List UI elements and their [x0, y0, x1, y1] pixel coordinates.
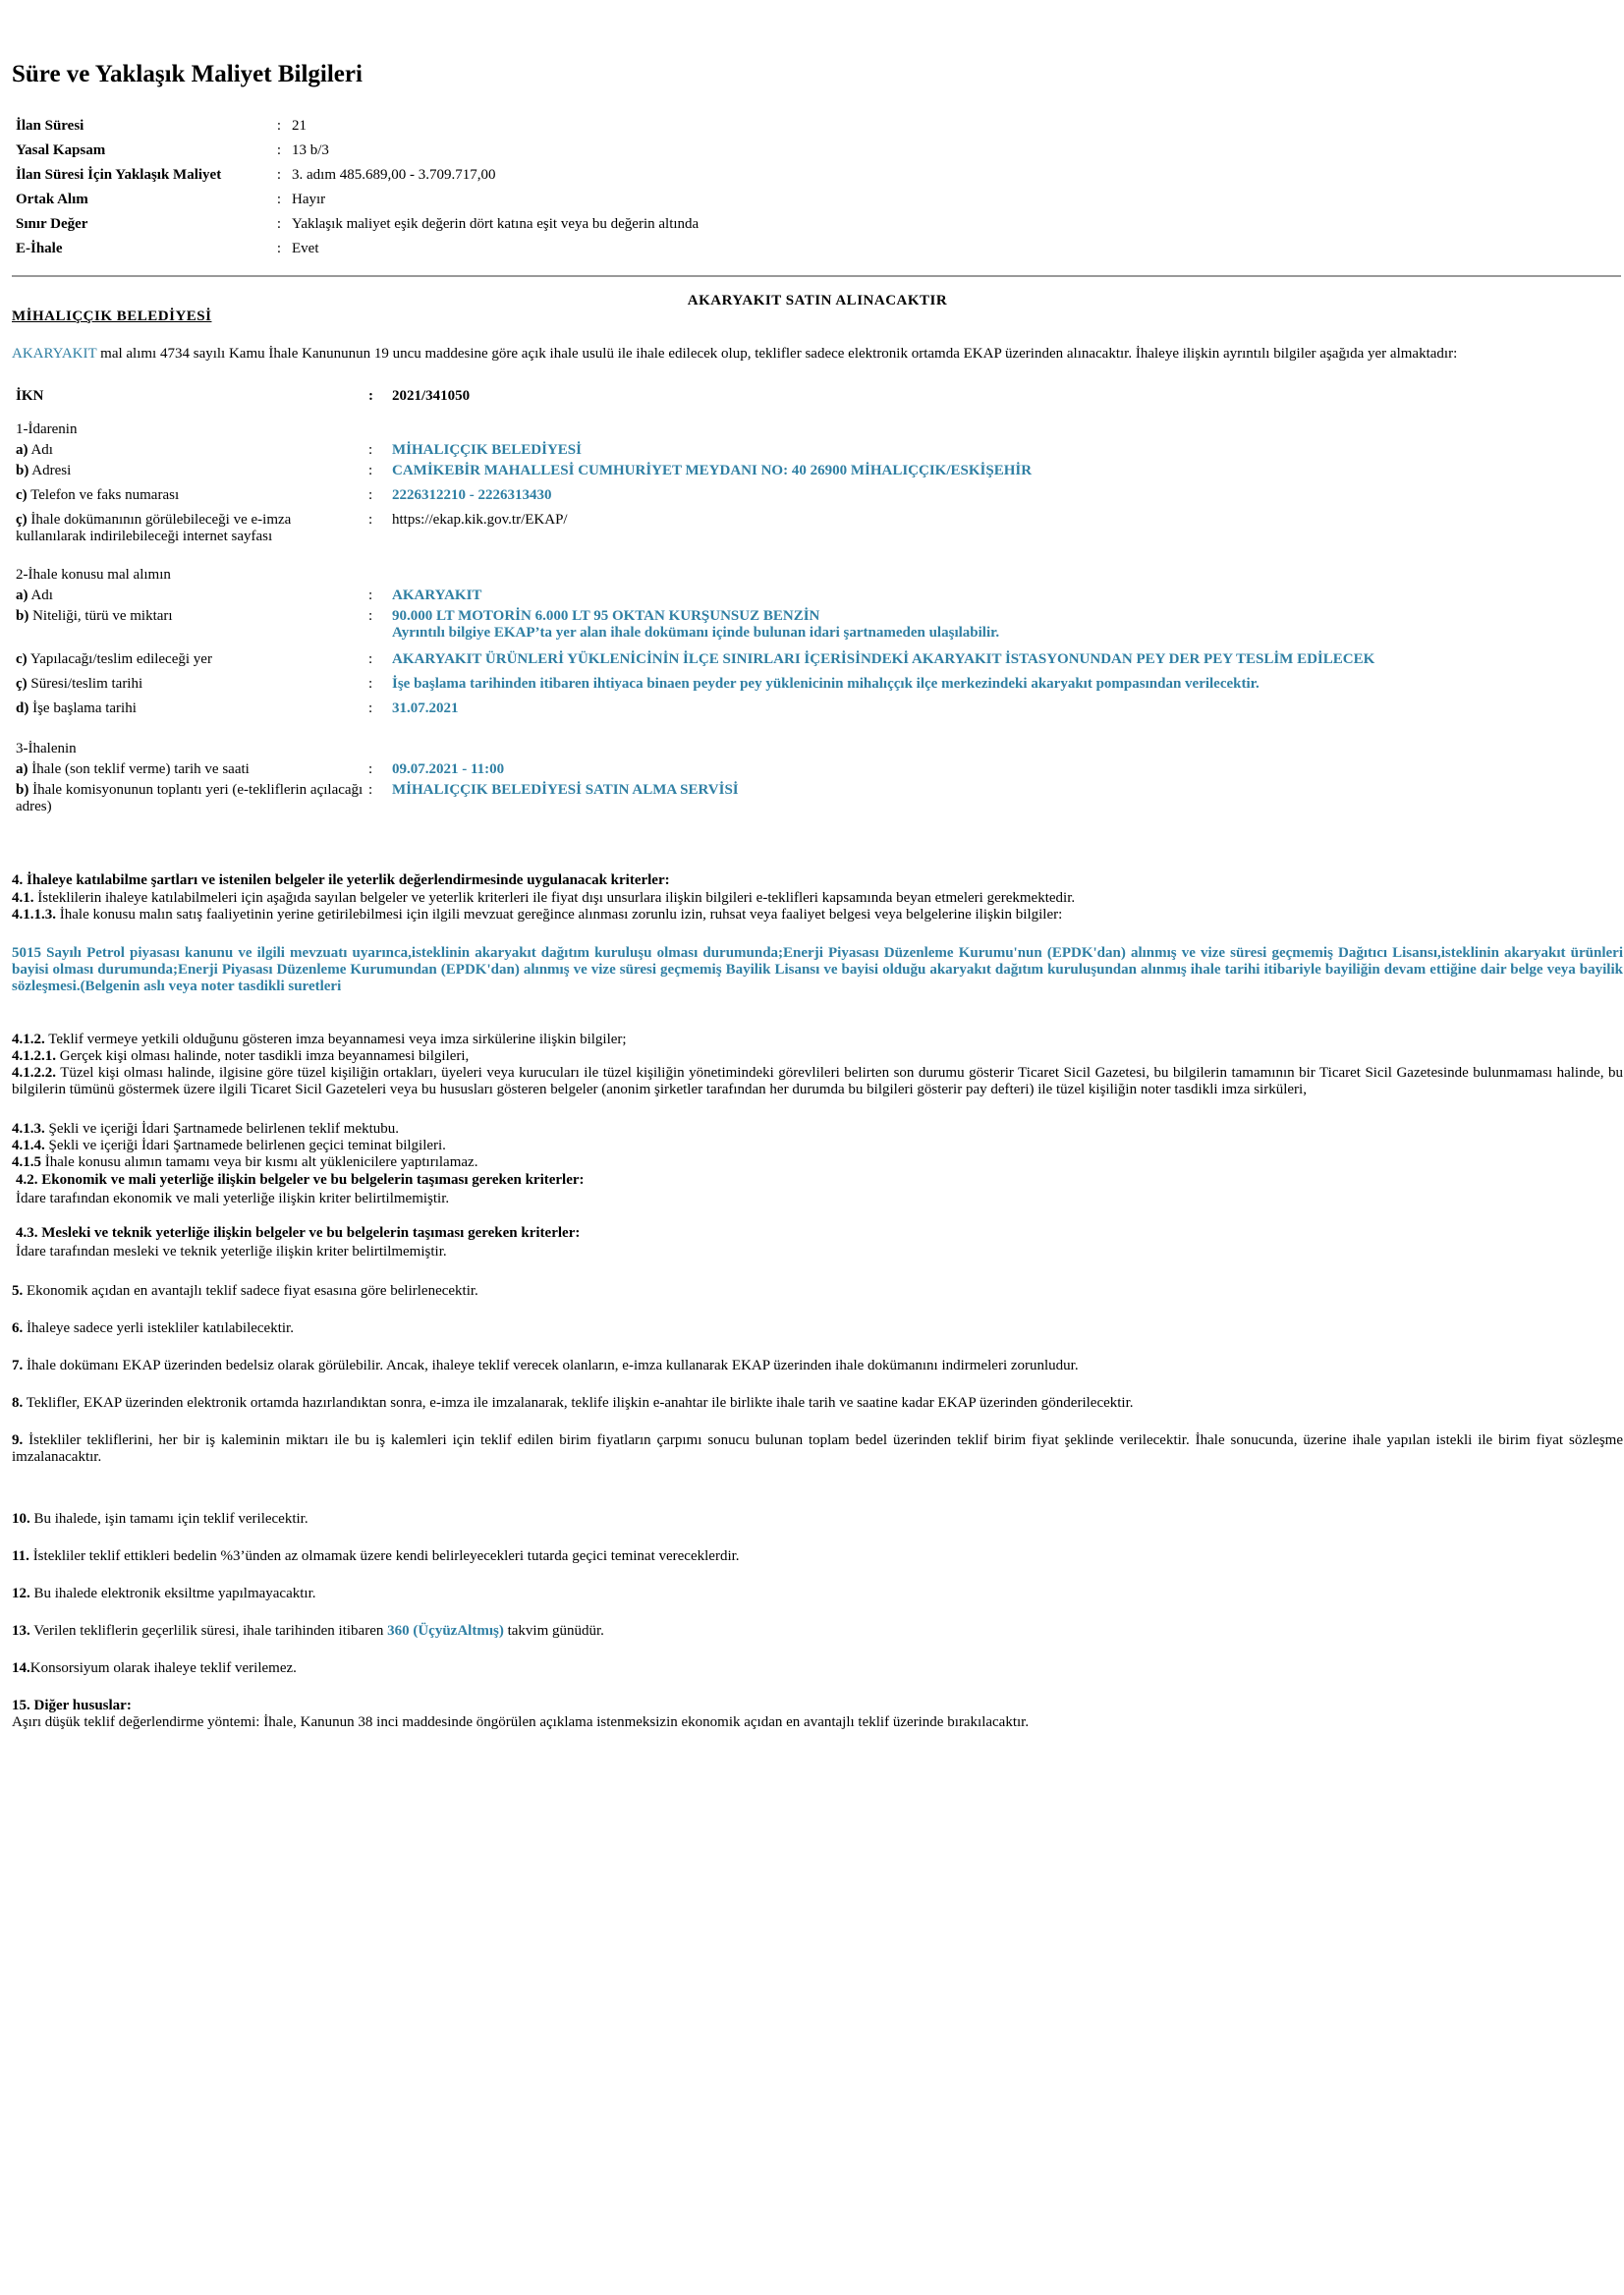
row-value: 2226312210 - 2226313430 [392, 487, 552, 503]
separator: : [276, 118, 282, 134]
page-title: Süre ve Yaklaşık Maliyet Bilgileri [12, 61, 363, 87]
summary-value: Yaklaşık maliyet eşik değerin dört katına eşit veya bu değerin altında [292, 216, 700, 232]
summary-value: 21 [292, 118, 307, 134]
clause-15-text: Aşırı düşük teklif değerlendirme yöntemi: İhale, Kanunun 38 inci maddesinde öngörülen açıklama istenmeksizin ekonomik açıdan en avantajlı teklif üzerinde bırakılacaktır. [12, 1714, 1030, 1730]
row-label: b) Adresi [16, 463, 72, 478]
row-value: MİHALIÇÇIK BELEDİYESİ SATIN ALMA SERVİSİ [392, 782, 739, 798]
summary-key: Sınır Değer [16, 216, 88, 232]
summary-key: Ortak Alım [16, 192, 88, 207]
organization-name: MİHALIÇÇIK BELEDİYESİ [12, 308, 212, 324]
separator: : [276, 241, 282, 256]
table-row [12, 188, 702, 212]
summary-table [12, 114, 702, 261]
section-title: 2-İhale konusu mal alımın [16, 567, 171, 583]
clause-7: 7. İhale dokümanı EKAP üzerinden bedelsiz olarak görülebilir. Ancak, ihaleye teklif verecek olanların, e-imza kullanarak EKAP üzerinden ihale dokümanını indirmeleri zorunludur. [12, 1358, 1079, 1373]
summary-key: E-İhale [16, 241, 63, 256]
table-row [12, 487, 1620, 512]
row-value: İşe başlama tarihinden itibaren ihtiyaca binaen peyder pey yüklenicinin mihalıççık ilçe merkezindeki akaryakıt pompasından verilecektir. [392, 676, 1260, 692]
clause-4-2-text: İdare tarafından ekonomik ve mali yeterliğe ilişkin kriter belirtilmemiştir. [16, 1191, 450, 1206]
separator: : [276, 167, 282, 183]
row-value: 09.07.2021 - 11:00 [392, 761, 505, 777]
table-row [12, 237, 702, 261]
row-label: a) Adı [16, 588, 53, 603]
document-title: AKARYAKIT SATIN ALINACAKTIR [687, 293, 948, 308]
license-requirements: 5015 Sayılı Petrol piyasası kanunu ve ilgili mevzuatı uyarınca,isteklinin akaryakıt dağıtım kuruluşu olması durumunda;Enerji Piyasası Düzenleme Kurumu'nun (EPDK'dan) alınmış ve vize süresi geçmemiş Dağıtıcı Lisansı,isteklinin akaryakıt ürünleri bayisi olması durumunda;Enerji Piyasası Düzenleme Kurumundan (EPDK'dan) alınmış ve vize süresi geçmemiş Bayilik Lisansı ve bayisi olduğu akaryakıt dağıtım kuruluşundan alınmış ihale tarihi itibariyle bayiliğin devam ettiğine dair belge veya bayilik sözleşmesi.(Belgenin aslı veya noter tasdikli suretleri [12, 945, 1623, 994]
row-value: AKARYAKIT ÜRÜNLERİ YÜKLENİCİNİN İLÇE SINIRLARI İÇERİSİNDEKİ AKARYAKIT İSTASYONUNDAN PEY DER PEY TESLİM EDİLECEK [392, 651, 1375, 667]
row-label: a) Adı [16, 442, 53, 458]
table-row [12, 139, 702, 163]
clause-11: 11. İstekliler teklif ettikleri bedelin %3’ünden az olmamak üzere kendi belirleyecekleri tutarda geçici teminat vereceklerdir. [12, 1548, 740, 1564]
intro-text: mal alımı 4734 sayılı Kamu İhale Kanununun 19 uncu maddesine göre açık ihale usulü ile ihale edilecek olup, teklifler sadece elektronik ortamda EKAP üzerinden alınacaktır. İhaleye ilişkin ayrıntılı bilgiler aşağıda yer almaktadır: [96, 346, 1458, 362]
tender-subject: AKARYAKIT [12, 346, 97, 362]
clause-4-1-4: 4.1.4. Şekli ve içeriği İdari Şartnamede belirlenen geçici teminat bilgileri. [12, 1138, 446, 1153]
clause-14: 14.Konsorsiyum olarak ihaleye teklif verilemez. [12, 1660, 297, 1676]
ikn-value: 2021/341050 [392, 388, 471, 404]
table-row [12, 676, 1620, 700]
clause-4-2-title: 4.2. Ekonomik ve mali yeterliğe ilişkin belgeler ve bu belgelerin taşıması gereken kriterler: [16, 1172, 585, 1188]
section-row [12, 551, 1620, 584]
summary-key: İlan Süresi [16, 118, 84, 134]
clause-5: 5. Ekonomik açıdan en avantajlı teklif sadece fiyat esasına göre belirlenecektir. [12, 1283, 478, 1299]
ekap-link[interactable]: https://ekap.kik.gov.tr/EKAP/ [392, 512, 568, 528]
row-value: 90.000 LT MOTORİN 6.000 LT 95 OKTAN KURŞUNSUZ BENZİN Ayrıntılı bilgiye EKAP’ta yer alan ihale dokümanı içinde bulunan idari şartnameden ulaşılabilir. [392, 608, 1000, 641]
row-label: c) Yapılacağı/teslim edileceği yer [16, 651, 212, 667]
table-row [12, 388, 1620, 414]
table-row [12, 463, 1620, 487]
divider [12, 275, 1621, 277]
clause-4-1-1-3: 4.1.1.3. İhale konusu malın satış faaliyetinin yerine getirilebilmesi için ilgili mevzuat gereğince alınması zorunlu izin, ruhsat veya faaliyet belgesi veya belgelerine ilişkin bilgiler: [12, 907, 1063, 923]
separator: : [368, 700, 373, 716]
table-row [12, 512, 1620, 551]
table-row [12, 700, 1620, 725]
row-label: a) İhale (son teklif verme) tarih ve saati [16, 761, 250, 777]
table-row [12, 782, 1620, 821]
clause-4-1-2-1: 4.1.2.1. Gerçek kişi olması halinde, noter tasdikli imza beyannamesi bilgileri, [12, 1048, 470, 1064]
separator: : [368, 463, 373, 478]
clause-10: 10. Bu ihalede, işin tamamı için teklif verilecektir. [12, 1511, 308, 1527]
clause-4-1-5: 4.1.5 İhale konusu alımın tamamı veya bir kısmı alt yüklenicilere yaptırılamaz. [12, 1154, 478, 1170]
summary-value: 13 b/3 [292, 142, 329, 158]
validity-period: 360 (ÜçyüzAltmış) [387, 1623, 504, 1639]
row-value: AKARYAKIT [392, 588, 482, 603]
ikn-label: İKN [16, 388, 44, 404]
clause-15-title: 15. Diğer hususlar: [12, 1698, 132, 1713]
separator: : [368, 442, 373, 458]
section-title: 3-İhalenin [16, 741, 77, 756]
section-title: 1-İdarenin [16, 421, 78, 437]
row-label: b) İhale komisyonunun toplantı yeri (e-tekliflerin açılacağı adres) [16, 782, 364, 814]
summary-value: Evet [292, 241, 319, 256]
section-4-title: 4. İhaleye katılabilme şartları ve istenilen belgeler ile yeterlik değerlendirmesinde uygulanacak kriterler: [12, 872, 670, 888]
clause-13: 13. Verilen tekliflerin geçerlilik süresi, ihale tarihinden itibaren 360 (ÜçyüzAltmış) takvim günüdür. [12, 1623, 604, 1639]
separator: : [368, 588, 373, 603]
summary-key: İlan Süresi İçin Yaklaşık Maliyet [16, 167, 222, 183]
row-value: 31.07.2021 [392, 700, 459, 716]
row-label: b) Niteliği, türü ve miktarı [16, 608, 173, 624]
separator: : [368, 651, 373, 667]
intro-paragraph [12, 346, 1623, 363]
table-row [12, 212, 702, 237]
separator: : [368, 388, 373, 404]
row-label: d) İşe başlama tarihi [16, 700, 137, 716]
table-row [12, 608, 1620, 651]
clause-4-1-2-2: 4.1.2.2. Tüzel kişi olması halinde, ilgisine göre tüzel kişiliğin ortakları, üyeleri veya kurucuları ile tüzel kişiliğin yönetimindeki görevlileri belirten son durumu gösterir Ticaret Sicil Gazetesi, bu bilgilerin tamamının bir Ticaret Sicil Gazetesinde bulunmaması halinde, bu bilgilerin tümünü göstermek üzere ilgili Ticaret Sicil Gazeteleri veya bu hususları gösteren belgeler (anonim şirketler tarafından her durumda bu bilgileri gösterir pay defteri) ile tüzel kişiliğin noter tasdikli imza sirküleri, [12, 1065, 1623, 1097]
table-row [12, 114, 702, 139]
clause-4-3-title: 4.3. Mesleki ve teknik yeterliğe ilişkin belgeler ve bu belgelerin taşıması gereken kriterler: [16, 1225, 581, 1241]
row-value: CAMİKEBİR MAHALLESİ CUMHURİYET MEYDANI NO: 40 26900 MİHALIÇÇIK/ESKİŞEHİR [392, 463, 1033, 478]
clause-4-1-3: 4.1.3. Şekli ve içeriği İdari Şartnamede belirlenen teklif mektubu. [12, 1121, 400, 1137]
table-row [12, 438, 1620, 463]
section-row [12, 725, 1620, 757]
clause-12: 12. Bu ihalede elektronik eksiltme yapılmayacaktır. [12, 1586, 316, 1601]
row-label: c) Telefon ve faks numarası [16, 487, 180, 503]
clause-6: 6. İhaleye sadece yerli istekliler katılabilecektir. [12, 1320, 294, 1336]
tender-info-table [12, 388, 1620, 821]
separator: : [368, 782, 373, 798]
summary-value: 3. adım 485.689,00 - 3.709.717,00 [292, 167, 496, 183]
separator: : [276, 142, 282, 158]
separator: : [368, 512, 373, 528]
clause-4-1-2: 4.1.2. Teklif vermeye yetkili olduğunu gösteren imza beyannamesi veya imza sirkülerine ilişkin bilgiler; [12, 1032, 627, 1047]
clause-4-1: 4.1. İsteklilerin ihaleye katılabilmeleri için aşağıda sayılan belgeler ve yeterlik kriterleri ile fiyat dışı unsurlara ilişkin bilgileri e-teklifleri kapsamında beyan etmeleri gerekmektedir. [12, 890, 1076, 906]
separator: : [368, 676, 373, 692]
separator: : [276, 216, 282, 232]
summary-key: Yasal Kapsam [16, 142, 106, 158]
table-row [12, 651, 1620, 676]
row-value: MİHALIÇÇIK BELEDİYESİ [392, 442, 582, 458]
table-row [12, 163, 702, 188]
summary-value: Hayır [292, 192, 326, 207]
table-row [12, 584, 1620, 608]
table-row [12, 757, 1620, 782]
clause-8: 8. Teklifler, EKAP üzerinden elektronik ortamda hazırlandıktan sonra, e-imza ile imzalanarak, teklife ilişkin e-anahtar ile birlikte ihale tarih ve saatine kadar EKAP üzerinden gönderilecektir. [12, 1395, 1134, 1411]
separator: : [368, 761, 373, 777]
row-label: ç) Süresi/teslim tarihi [16, 676, 143, 692]
separator: : [368, 608, 373, 624]
separator: : [276, 192, 282, 207]
separator: : [368, 487, 373, 503]
clause-4-3-text: İdare tarafından mesleki ve teknik yeterliğe ilişkin kriter belirtilmemiştir. [16, 1244, 447, 1259]
section-row [12, 414, 1620, 438]
clause-9: 9. İstekliler tekliflerini, her bir iş kaleminin miktarı ile bu iş kalemleri için teklif edilen birim fiyatların çarpımı sonucu bulunan toplam bedel üzerinden teklif birim fiyat şeklinde verilecektir. İhale sonucunda, üzerine ihale yapılan istekli ile birim fiyat sözleşme imzalanacaktır. [12, 1432, 1623, 1465]
row-label: ç) İhale dokümanının görülebileceği ve e-imza kullanılarak indirilebileceği internet sayfası [16, 512, 292, 544]
